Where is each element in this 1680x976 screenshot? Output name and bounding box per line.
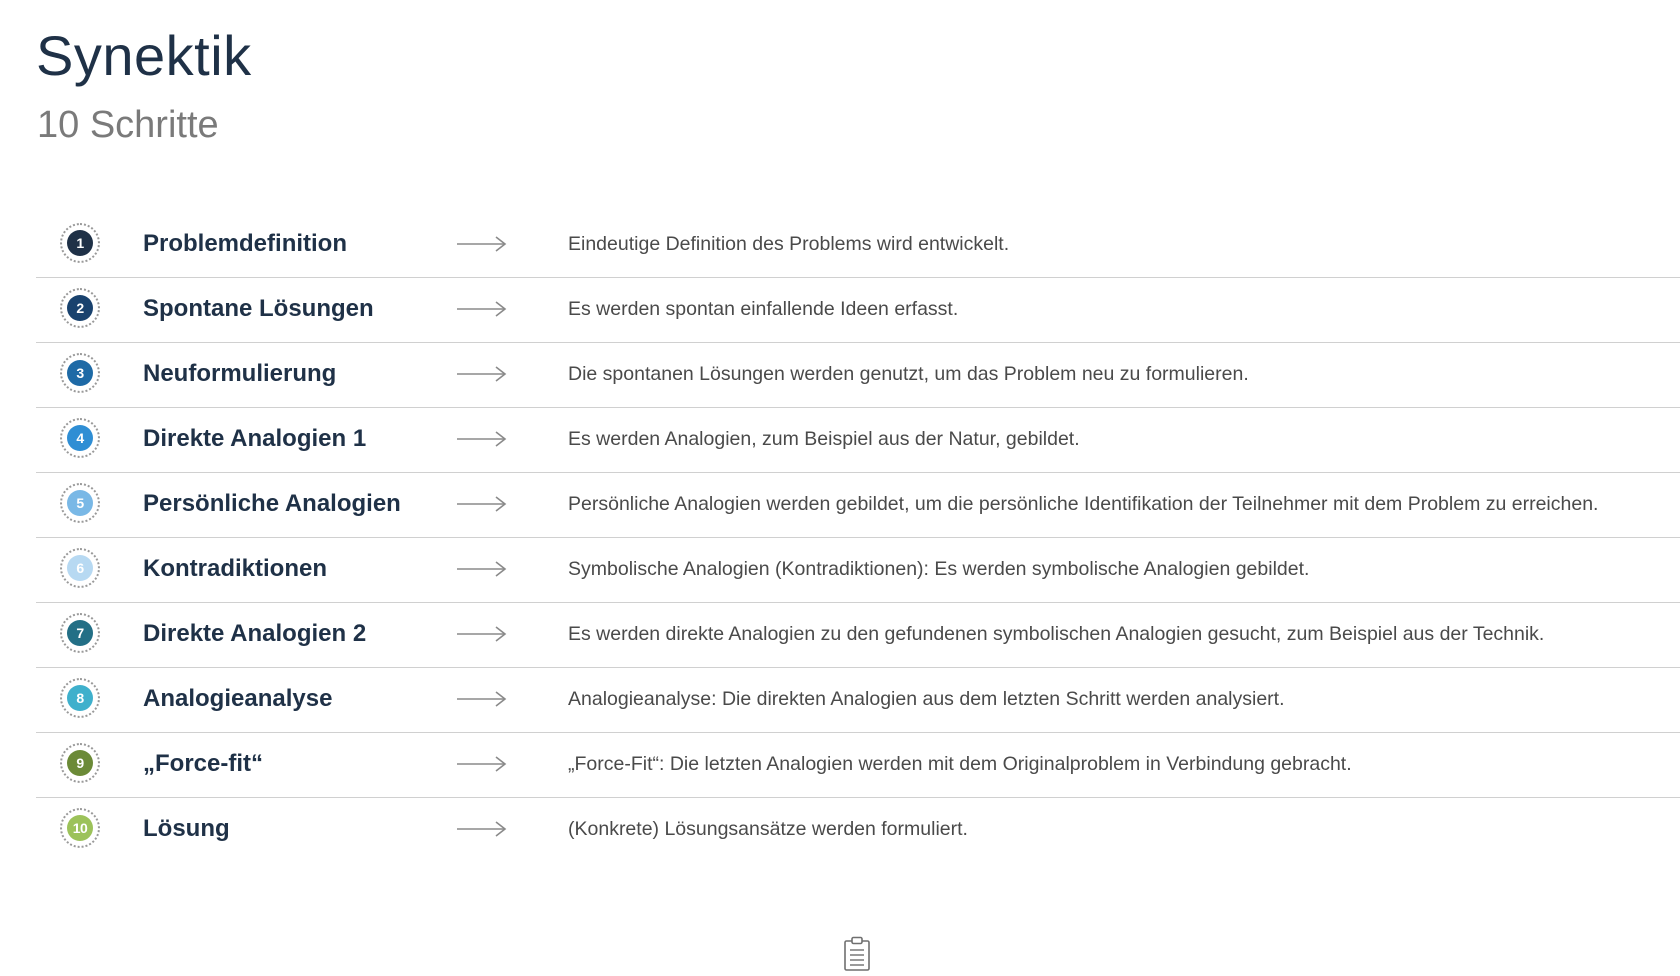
step-number: 10 — [67, 815, 93, 841]
step-number: 7 — [67, 620, 93, 646]
right-arrow-icon — [451, 754, 509, 774]
right-arrow-icon — [451, 624, 509, 644]
step-title: Problemdefinition — [143, 230, 347, 257]
step-row — [36, 408, 1680, 473]
step-title: „Force-fit“ — [143, 750, 263, 777]
page-title: Synektik — [36, 24, 252, 87]
step-title: Persönliche Analogien — [143, 490, 401, 517]
steps-list — [36, 213, 1680, 862]
step-title: Direkte Analogien 2 — [143, 620, 367, 647]
step-description: (Konkrete) Lösungsansätze werden formuliert. — [568, 818, 968, 840]
step-title: Direkte Analogien 1 — [143, 425, 367, 452]
step-number: 1 — [67, 230, 93, 256]
step-row — [36, 798, 1680, 862]
step-row — [36, 668, 1680, 733]
right-arrow-icon — [451, 819, 509, 839]
page-subtitle: 10 Schritte — [37, 104, 219, 146]
step-number: 9 — [67, 750, 93, 776]
step-number-badge — [60, 548, 100, 588]
step-number-badge — [60, 288, 100, 328]
step-row — [36, 343, 1680, 408]
right-arrow-icon — [451, 689, 509, 709]
step-description: Symbolische Analogien (Kontradiktionen): Es werden symbolische Analogien gebildet. — [568, 558, 1310, 580]
step-number-badge — [60, 353, 100, 393]
step-number-badge — [60, 678, 100, 718]
right-arrow-icon — [451, 559, 509, 579]
right-arrow-icon — [451, 364, 509, 384]
step-number-badge — [60, 808, 100, 848]
step-title: Analogieanalyse — [143, 685, 333, 712]
right-arrow-icon — [451, 234, 509, 254]
step-description: Es werden direkte Analogien zu den gefundenen symbolischen Analogien gesucht, zum Beispiel aus der Technik. — [568, 623, 1545, 645]
clipboard-icon[interactable] — [843, 936, 871, 972]
step-number: 3 — [67, 360, 93, 386]
step-row — [36, 538, 1680, 603]
step-description: Eindeutige Definition des Problems wird entwickelt. — [568, 233, 1010, 255]
right-arrow-icon — [451, 299, 509, 319]
step-number-badge — [60, 483, 100, 523]
step-number-badge — [60, 613, 100, 653]
step-number-badge — [60, 418, 100, 458]
step-description: Es werden Analogien, zum Beispiel aus der Natur, gebildet. — [568, 428, 1080, 450]
step-number: 2 — [67, 295, 93, 321]
step-title: Lösung — [143, 815, 230, 842]
right-arrow-icon — [451, 494, 509, 514]
step-description: Persönliche Analogien werden gebildet, um die persönliche Identifikation der Teilnehmer mit dem Problem zu erreichen. — [568, 493, 1599, 515]
step-title: Neuformulierung — [143, 360, 337, 387]
step-description: „Force-Fit“: Die letzten Analogien werden mit dem Originalproblem in Verbindung gebracht. — [568, 753, 1352, 775]
step-row — [36, 733, 1680, 798]
right-arrow-icon — [451, 429, 509, 449]
step-title: Spontane Lösungen — [143, 295, 374, 322]
step-row — [36, 603, 1680, 668]
step-number-badge — [60, 223, 100, 263]
step-number-badge — [60, 743, 100, 783]
step-description: Analogieanalyse: Die direkten Analogien aus dem letzten Schritt werden analysiert. — [568, 688, 1285, 710]
step-number: 4 — [67, 425, 93, 451]
step-row — [36, 278, 1680, 343]
step-title: Kontradiktionen — [143, 555, 327, 582]
step-description: Es werden spontan einfallende Ideen erfasst. — [568, 298, 959, 320]
step-description: Die spontanen Lösungen werden genutzt, um das Problem neu zu formulieren. — [568, 363, 1249, 385]
step-number: 5 — [67, 490, 93, 516]
step-row — [36, 473, 1680, 538]
step-row — [36, 213, 1680, 278]
step-number: 6 — [67, 555, 93, 581]
step-number: 8 — [67, 685, 93, 711]
